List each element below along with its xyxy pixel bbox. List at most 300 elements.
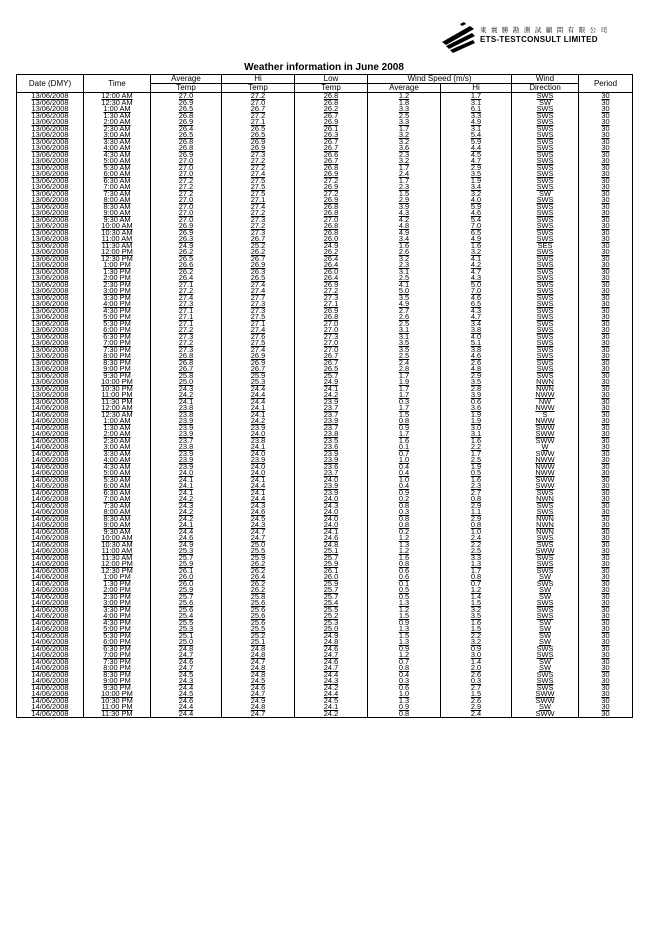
date-cell-value: 13/06/2008 (31, 294, 69, 301)
time-cell-value: 10:00 AM (101, 535, 133, 542)
date-cell-value: 14/06/2008 (31, 606, 69, 613)
direction-cell-value: SWS (536, 509, 554, 516)
direction-cell-value: SWS (536, 535, 554, 542)
time-cell-value: 6:30 PM (103, 645, 131, 652)
hi-temp-cell-value: 27.2 (250, 210, 266, 217)
hi-temp-cell-value: 25.6 (250, 606, 266, 613)
ws-hi-cell-value: 1.6 (470, 242, 482, 249)
time-cell-value: 3:30 PM (103, 294, 131, 301)
direction-cell-value: NWN (536, 496, 554, 503)
ws-hi-cell-value: 2.9 (470, 515, 482, 522)
low-temp-cell-value: 26.9 (323, 119, 339, 126)
hi-temp-cell-value: 24.4 (250, 392, 266, 399)
date-cell-value: 14/06/2008 (31, 502, 69, 509)
ws-hi-cell-value: 3.1 (470, 431, 482, 438)
avg-temp-cell-value: 24.9 (178, 242, 194, 249)
date-cell-value: 14/06/2008 (31, 645, 69, 652)
low-temp-cell-value: 26.2 (323, 249, 339, 256)
avg-temp-cell-value: 23.9 (178, 418, 194, 425)
low-temp-cell-value: 26.1 (323, 125, 339, 132)
date-cell-value: 14/06/2008 (31, 652, 69, 659)
ws-avg-cell-value: 1.0 (398, 457, 410, 464)
avg-temp-cell-value: 26.9 (178, 229, 194, 236)
date-cell-value: 14/06/2008 (31, 522, 69, 529)
time-cell-value: 8:30 AM (103, 515, 131, 522)
avg-temp-cell-value: 23.9 (178, 431, 194, 438)
time-cell-value: 11:00 AM (101, 236, 133, 243)
date-cell-value: 13/06/2008 (31, 275, 69, 282)
avg-temp-cell-value: 27.3 (178, 333, 194, 340)
avg-temp-cell-value: 27.1 (178, 307, 194, 314)
period-cell-value: 30 (601, 99, 610, 106)
period-cell-value: 30 (601, 346, 610, 353)
time-cell-value: 1:00 AM (103, 106, 131, 113)
low-temp-cell-value: 27.3 (323, 294, 339, 301)
date-cell-value: 14/06/2008 (31, 671, 69, 678)
date-cell-value: 14/06/2008 (31, 574, 69, 581)
low-temp-cell-value: 26.8 (323, 203, 339, 210)
page-title: Weather information in June 2008 (244, 62, 404, 73)
date-cell-value: 13/06/2008 (31, 158, 69, 165)
hi-temp-cell-value: 24.5 (250, 678, 266, 685)
period-cell-value: 30 (601, 437, 610, 444)
ws-avg-cell-value: 3.2 (398, 132, 410, 139)
low-temp-cell-value: 25.1 (323, 548, 339, 555)
time-cell-value: 9:30 AM (103, 528, 131, 535)
avg-temp-cell-value: 24.1 (178, 483, 194, 490)
direction-cell-value: S (542, 411, 548, 418)
date-cell-value: 13/06/2008 (31, 333, 69, 340)
ws-hi-cell-value: 2.0 (470, 665, 482, 672)
hi-temp-cell-value: 25.2 (250, 632, 266, 639)
direction-cell-value: SWW (535, 548, 555, 555)
ws-avg-cell-value: 2.3 (398, 262, 410, 269)
ws-avg-cell-value: 0.9 (398, 704, 410, 711)
hi-temp-cell-value: 25.6 (250, 619, 266, 626)
period-cell-value: 30 (601, 138, 610, 145)
ws-hi-cell-value: 2.9 (470, 372, 482, 379)
ws-avg-cell-value: 2.7 (398, 307, 410, 314)
direction-cell-value: NW (538, 398, 552, 405)
ws-hi-cell-value: 4.3 (470, 275, 482, 282)
time-cell-value: 10:30 PM (101, 385, 133, 392)
direction-cell-value: SW (539, 574, 551, 581)
avg-temp-cell-value: 25.9 (178, 587, 194, 594)
direction-cell-value: SW (539, 99, 551, 106)
hi-temp-cell-value: 25.1 (250, 639, 266, 646)
ws-avg-cell-value: 3.1 (398, 333, 410, 340)
direction-cell-value: SWS (536, 359, 554, 366)
ws-hi-cell-value: 4.5 (470, 151, 482, 158)
hi-temp-cell-value: 26.9 (250, 353, 266, 360)
ws-hi-cell-value: 4.7 (470, 314, 482, 321)
period-cell-value: 30 (601, 392, 610, 399)
date-cell-value: 14/06/2008 (31, 509, 69, 516)
period-cell-value: 30 (601, 353, 610, 360)
avg-temp-cell-value: 26.2 (178, 249, 194, 256)
hi-temp-cell-value: 27.4 (250, 346, 266, 353)
ws-avg-cell-value: 2.3 (398, 184, 410, 191)
hi-temp-cell-value: 27.4 (250, 203, 266, 210)
ws-avg-cell-value: 4.9 (398, 229, 410, 236)
low-temp-cell-value: 24.9 (323, 379, 339, 386)
low-temp-cell-value: 24.2 (323, 710, 339, 718)
avg-temp-cell-value: 27.0 (178, 158, 194, 165)
time-cell-value: 11:00 PM (101, 704, 133, 711)
period-cell-value: 30 (601, 145, 610, 152)
ws-avg-cell-value: 3.5 (398, 340, 410, 347)
direction-cell-value: SWW (535, 450, 555, 457)
avg-temp-cell-value: 23.7 (178, 437, 194, 444)
date-cell-value: 13/06/2008 (31, 340, 69, 347)
time-cell-value: 2:00 PM (103, 275, 131, 282)
low-temp-cell-value: 24.8 (323, 541, 339, 548)
hi-temp-cell-value: 27.2 (250, 164, 266, 171)
ws-avg-cell-value: 1.7 (398, 405, 410, 412)
date-cell-value: 13/06/2008 (31, 372, 69, 379)
direction-cell-value: SWS (536, 249, 554, 256)
direction-cell-value: NWW (535, 392, 555, 399)
ws-avg-cell-value: 2.9 (398, 197, 410, 204)
direction-cell-value: SWS (536, 236, 554, 243)
period-cell-value: 30 (601, 561, 610, 568)
low-temp-cell-value: 26.7 (323, 158, 339, 165)
period-cell-value: 30 (601, 502, 610, 509)
avg-temp-cell-value: 25.5 (178, 619, 194, 626)
time-cell-value: 8:30 AM (103, 203, 131, 210)
ws-avg-cell-value: 2.3 (398, 151, 410, 158)
period-cell-value: 30 (601, 281, 610, 288)
direction-cell-value: SWS (536, 288, 554, 295)
low-temp-cell-value: 23.8 (323, 431, 339, 438)
ws-avg-cell-value: 1.7 (398, 125, 410, 132)
date-cell-value: 14/06/2008 (31, 444, 69, 451)
date-cell-value: 13/06/2008 (31, 262, 69, 269)
time-cell-value: 6:00 AM (103, 483, 131, 490)
low-temp-cell-value: 23.9 (323, 483, 339, 490)
ws-hi-cell-value: 2.4 (470, 710, 482, 718)
period-cell-value: 30 (601, 483, 610, 490)
ws-avg-cell-value: 0.3 (398, 398, 410, 405)
hi-temp-cell-value: 24.0 (250, 450, 266, 457)
direction-cell-value: SWS (536, 294, 554, 301)
time-cell-value: 4:00 AM (103, 457, 131, 464)
direction-cell-value: SWS (536, 145, 554, 152)
low-temp-cell-value: 26.8 (323, 210, 339, 217)
ws-hi-cell-value: 2.2 (470, 632, 482, 639)
ws-avg-cell-value: 1.2 (398, 606, 410, 613)
ws-avg-cell-value: 3.5 (398, 346, 410, 353)
avg-temp-cell-value: 25.6 (178, 600, 194, 607)
ws-hi-cell (441, 93, 512, 100)
hi-temp-cell-value: 24.5 (250, 515, 266, 522)
ws-hi-cell-value: 3.2 (470, 606, 482, 613)
ws-avg-cell-value: 1.3 (398, 600, 410, 607)
hi-temp-cell-value: 24.7 (250, 528, 266, 535)
ws-avg-cell-value: 3.6 (398, 145, 410, 152)
hi-temp-cell-value: 27.3 (250, 307, 266, 314)
avg-temp-cell-value: 26.4 (178, 275, 194, 282)
hi-temp-cell-value: 27.3 (250, 151, 266, 158)
header-period: Period (579, 75, 633, 93)
period-cell-value: 30 (601, 249, 610, 256)
time-cell-value: 7:30 AM (103, 502, 131, 509)
ws-avg-cell-value: 3.2 (398, 158, 410, 165)
hi-temp-cell-value: 24.8 (250, 665, 266, 672)
date-cell-value: 13/06/2008 (31, 385, 69, 392)
time-cell-value: 2:00 PM (103, 587, 131, 594)
direction-cell-value: SWS (536, 275, 554, 282)
time-cell-value: 3:30 AM (103, 450, 131, 457)
ws-hi-cell-value: 1.4 (470, 593, 482, 600)
ws-hi-cell-value: 1.6 (470, 619, 482, 626)
date-cell-value: 13/06/2008 (31, 151, 69, 158)
time-cell-value: 1:00 AM (103, 418, 131, 425)
period-cell-value: 30 (601, 327, 610, 334)
ws-avg-cell-value: 0.7 (398, 658, 410, 665)
direction-cell-value: SWS (536, 216, 554, 223)
ws-hi-cell-value: 0.5 (470, 470, 482, 477)
ws-avg-cell (368, 93, 441, 100)
avg-temp-cell-value: 23.9 (178, 424, 194, 431)
low-temp-cell-value: 25.2 (323, 613, 339, 620)
hi-temp-cell-value: 27.5 (250, 340, 266, 347)
period-cell-value: 30 (601, 496, 610, 503)
hi-temp-cell-value: 24.8 (250, 645, 266, 652)
avg-temp-cell (151, 711, 222, 718)
ws-avg-cell-value: 5.0 (398, 288, 410, 295)
time-cell-value: 5:00 AM (103, 470, 131, 477)
avg-temp-cell-value: 24.3 (178, 385, 194, 392)
time-cell-value: 10:00 PM (101, 379, 133, 386)
avg-temp-cell-value: 27.0 (178, 216, 194, 223)
period-cell-value: 30 (601, 593, 610, 600)
ws-avg-cell-value: 2.4 (398, 171, 410, 178)
ws-hi-cell-value: 3.3 (470, 554, 482, 561)
low-temp-cell-value: 27.0 (323, 346, 339, 353)
avg-temp-cell-value: 24.3 (178, 502, 194, 509)
time-cell-value: 4:00 AM (103, 145, 131, 152)
date-cell-value: 13/06/2008 (31, 92, 69, 100)
direction-cell-value: SWS (536, 301, 554, 308)
time-cell-value: 11:30 AM (101, 554, 133, 561)
period-cell-value: 30 (601, 294, 610, 301)
ws-avg-cell-value: 1.3 (398, 626, 410, 633)
time-cell-value: 5:30 PM (103, 320, 131, 327)
low-temp-cell-value: 26.9 (323, 197, 339, 204)
date-cell-value: 14/06/2008 (31, 554, 69, 561)
time-cell-value: 3:00 PM (103, 600, 131, 607)
avg-temp-cell-value: 27.2 (178, 340, 194, 347)
ws-avg-cell-value: 0.3 (398, 678, 410, 685)
direction-cell-value: SWS (536, 223, 554, 230)
ws-avg-cell-value: 0.9 (398, 424, 410, 431)
avg-temp-cell-value: 26.8 (178, 359, 194, 366)
avg-temp-cell-value: 26.5 (178, 255, 194, 262)
hi-temp-cell-value: 26.5 (250, 275, 266, 282)
direction-cell-value: NWW (535, 463, 555, 470)
time-cell-value: 1:00 PM (103, 262, 131, 269)
time-cell-value: 7:30 PM (103, 658, 131, 665)
low-temp-cell-value: 27.2 (323, 177, 339, 184)
direction-cell-value: SWS (536, 671, 554, 678)
ws-avg-cell-value: 4.8 (398, 223, 410, 230)
direction-cell-value: SWS (536, 600, 554, 607)
avg-temp-cell-value: 24.2 (178, 392, 194, 399)
period-cell-value: 30 (601, 424, 610, 431)
ws-hi-cell-value: 0.6 (470, 398, 482, 405)
hi-temp-cell-value: 24.6 (250, 509, 266, 516)
direction-cell-value: SWS (536, 158, 554, 165)
header-ws-hi: Hi (441, 84, 512, 93)
period-cell-value: 30 (601, 639, 610, 646)
ws-hi-cell-value: 1.7 (470, 92, 482, 100)
direction-cell-value: SW (539, 190, 551, 197)
ws-avg-cell-value: 2.5 (398, 112, 410, 119)
time-cell-value: 7:30 AM (103, 190, 131, 197)
date-cell-value: 13/06/2008 (31, 398, 69, 405)
low-temp-cell-value: 25.3 (323, 619, 339, 626)
direction-cell-value: SWS (536, 197, 554, 204)
direction-cell-value: SWW (535, 431, 555, 438)
avg-temp-cell-value: 25.4 (178, 613, 194, 620)
avg-temp-cell-value: 26.6 (178, 262, 194, 269)
hi-temp-cell-value: 24.4 (250, 398, 266, 405)
time-cell-value: 8:30 PM (103, 359, 131, 366)
low-temp-cell-value: 24.3 (323, 502, 339, 509)
ws-avg-cell-value: 1.7 (398, 392, 410, 399)
ws-hi-cell-value: 4.7 (470, 268, 482, 275)
time-cell-value: 8:00 PM (103, 665, 131, 672)
date-cell-value: 13/06/2008 (31, 249, 69, 256)
hi-temp-cell-value: 25.9 (250, 554, 266, 561)
ws-hi-cell-value: 2.5 (470, 548, 482, 555)
avg-temp-cell-value: 23.9 (178, 450, 194, 457)
ws-avg-cell-value: 1.2 (398, 92, 410, 100)
low-temp-cell-value: 24.0 (323, 509, 339, 516)
ws-avg-cell-value: 0.9 (398, 619, 410, 626)
time-cell-value: 5:00 AM (103, 158, 131, 165)
ws-avg-cell-value: 3.1 (398, 327, 410, 334)
avg-temp-cell-value: 25.8 (178, 372, 194, 379)
time-cell-value: 2:00 AM (103, 119, 131, 126)
low-temp-cell-value: 25.4 (323, 600, 339, 607)
hi-temp-cell-value: 26.7 (250, 106, 266, 113)
period-cell-value: 30 (601, 522, 610, 529)
low-temp-cell-value: 27.0 (323, 340, 339, 347)
period-cell-value: 30 (601, 444, 610, 451)
time-cell-value: 7:30 PM (103, 346, 131, 353)
date-cell-value: 14/06/2008 (31, 697, 69, 704)
time-cell-value: 10:00 PM (101, 691, 133, 698)
direction-cell-value: SWS (536, 268, 554, 275)
hi-temp-cell-value: 24.1 (250, 444, 266, 451)
period-cell-value: 30 (601, 177, 610, 184)
date-cell-value: 14/06/2008 (31, 515, 69, 522)
low-temp-cell-value: 24.9 (323, 632, 339, 639)
hi-temp-cell-value: 26.2 (250, 587, 266, 594)
time-cell-value: 9:00 AM (103, 210, 131, 217)
ws-avg-cell-value: 1.6 (398, 242, 410, 249)
low-temp-cell-value: 23.7 (323, 411, 339, 418)
ws-avg-cell-value: 0.8 (398, 665, 410, 672)
direction-cell-value: NWN (536, 379, 554, 386)
low-temp-cell-value: 24.0 (323, 476, 339, 483)
hi-temp-cell-value: 24.4 (250, 496, 266, 503)
direction-cell-value: SW (539, 593, 551, 600)
date-cell-value: 14/06/2008 (31, 704, 69, 711)
direction-cell-value: SWS (536, 678, 554, 685)
time-cell-value: 11:30 PM (101, 398, 133, 405)
ws-hi-cell-value: 1.0 (470, 528, 482, 535)
hi-temp-cell-value: 26.2 (250, 580, 266, 587)
ws-avg-cell-value: 2.6 (398, 249, 410, 256)
direction-cell-value: SW (539, 632, 551, 639)
ws-avg-cell-value: 0.4 (398, 463, 410, 470)
low-temp-cell-value: 24.4 (323, 671, 339, 678)
date-cell-value: 14/06/2008 (31, 626, 69, 633)
low-temp-cell-value: 24.6 (323, 645, 339, 652)
ws-hi-cell-value: 2.7 (470, 489, 482, 496)
avg-temp-cell-value: 24.1 (178, 522, 194, 529)
hi-temp-cell-value: 24.7 (250, 710, 266, 718)
period-cell-value: 30 (601, 574, 610, 581)
avg-temp-cell-value: 24.5 (178, 671, 194, 678)
date-cell-value: 14/06/2008 (31, 632, 69, 639)
ws-hi-cell-value: 1.4 (470, 658, 482, 665)
period-cell-value: 30 (601, 450, 610, 457)
direction-cell-value: SWS (536, 164, 554, 171)
date-cell-value: 14/06/2008 (31, 528, 69, 535)
low-temp-cell-value: 26.3 (323, 132, 339, 139)
ws-avg-cell-value: 1.2 (398, 652, 410, 659)
low-temp-cell-value: 25.7 (323, 554, 339, 561)
avg-temp-cell-value: 24.4 (178, 710, 194, 718)
ws-hi-cell-value: 3.0 (470, 424, 482, 431)
ws-avg-cell-value: 1.7 (398, 372, 410, 379)
direction-cell-value: SWW (535, 437, 555, 444)
direction-cell-value: SWW (535, 476, 555, 483)
time-cell (84, 711, 151, 718)
date-cell-value: 14/06/2008 (31, 450, 69, 457)
avg-temp-cell (151, 93, 222, 100)
time-cell-value: 4:30 AM (103, 151, 131, 158)
direction-cell-value: SWS (536, 353, 554, 360)
low-temp-cell-value: 24.1 (323, 528, 339, 535)
avg-temp-cell-value: 24.7 (178, 652, 194, 659)
hi-temp-cell-value: 27.3 (250, 301, 266, 308)
direction-cell-value: SWS (536, 314, 554, 321)
low-temp-cell-value: 23.5 (323, 437, 339, 444)
direction-cell-value: SWS (536, 541, 554, 548)
date-cell-value: 13/06/2008 (31, 99, 69, 106)
hi-temp-cell-value: 27.5 (250, 184, 266, 191)
direction-cell-value: SWS (536, 255, 554, 262)
ws-avg-cell-value: 0.4 (398, 671, 410, 678)
avg-temp-cell-value: 27.3 (178, 346, 194, 353)
hi-temp-cell-value: 27.5 (250, 177, 266, 184)
ws-avg-cell-value: 1.5 (398, 190, 410, 197)
ws-avg-cell-value: 1.2 (398, 535, 410, 542)
time-cell-value: 9:00 PM (103, 366, 131, 373)
period-cell-value: 30 (601, 600, 610, 607)
low-temp-cell-value: 26.0 (323, 236, 339, 243)
date-cell-value: 13/06/2008 (31, 216, 69, 223)
hi-temp-cell-value: 26.4 (250, 574, 266, 581)
ws-avg-cell-value: 1.3 (398, 639, 410, 646)
ws-avg-cell-value: 0.1 (398, 444, 410, 451)
date-cell-value: 13/06/2008 (31, 301, 69, 308)
